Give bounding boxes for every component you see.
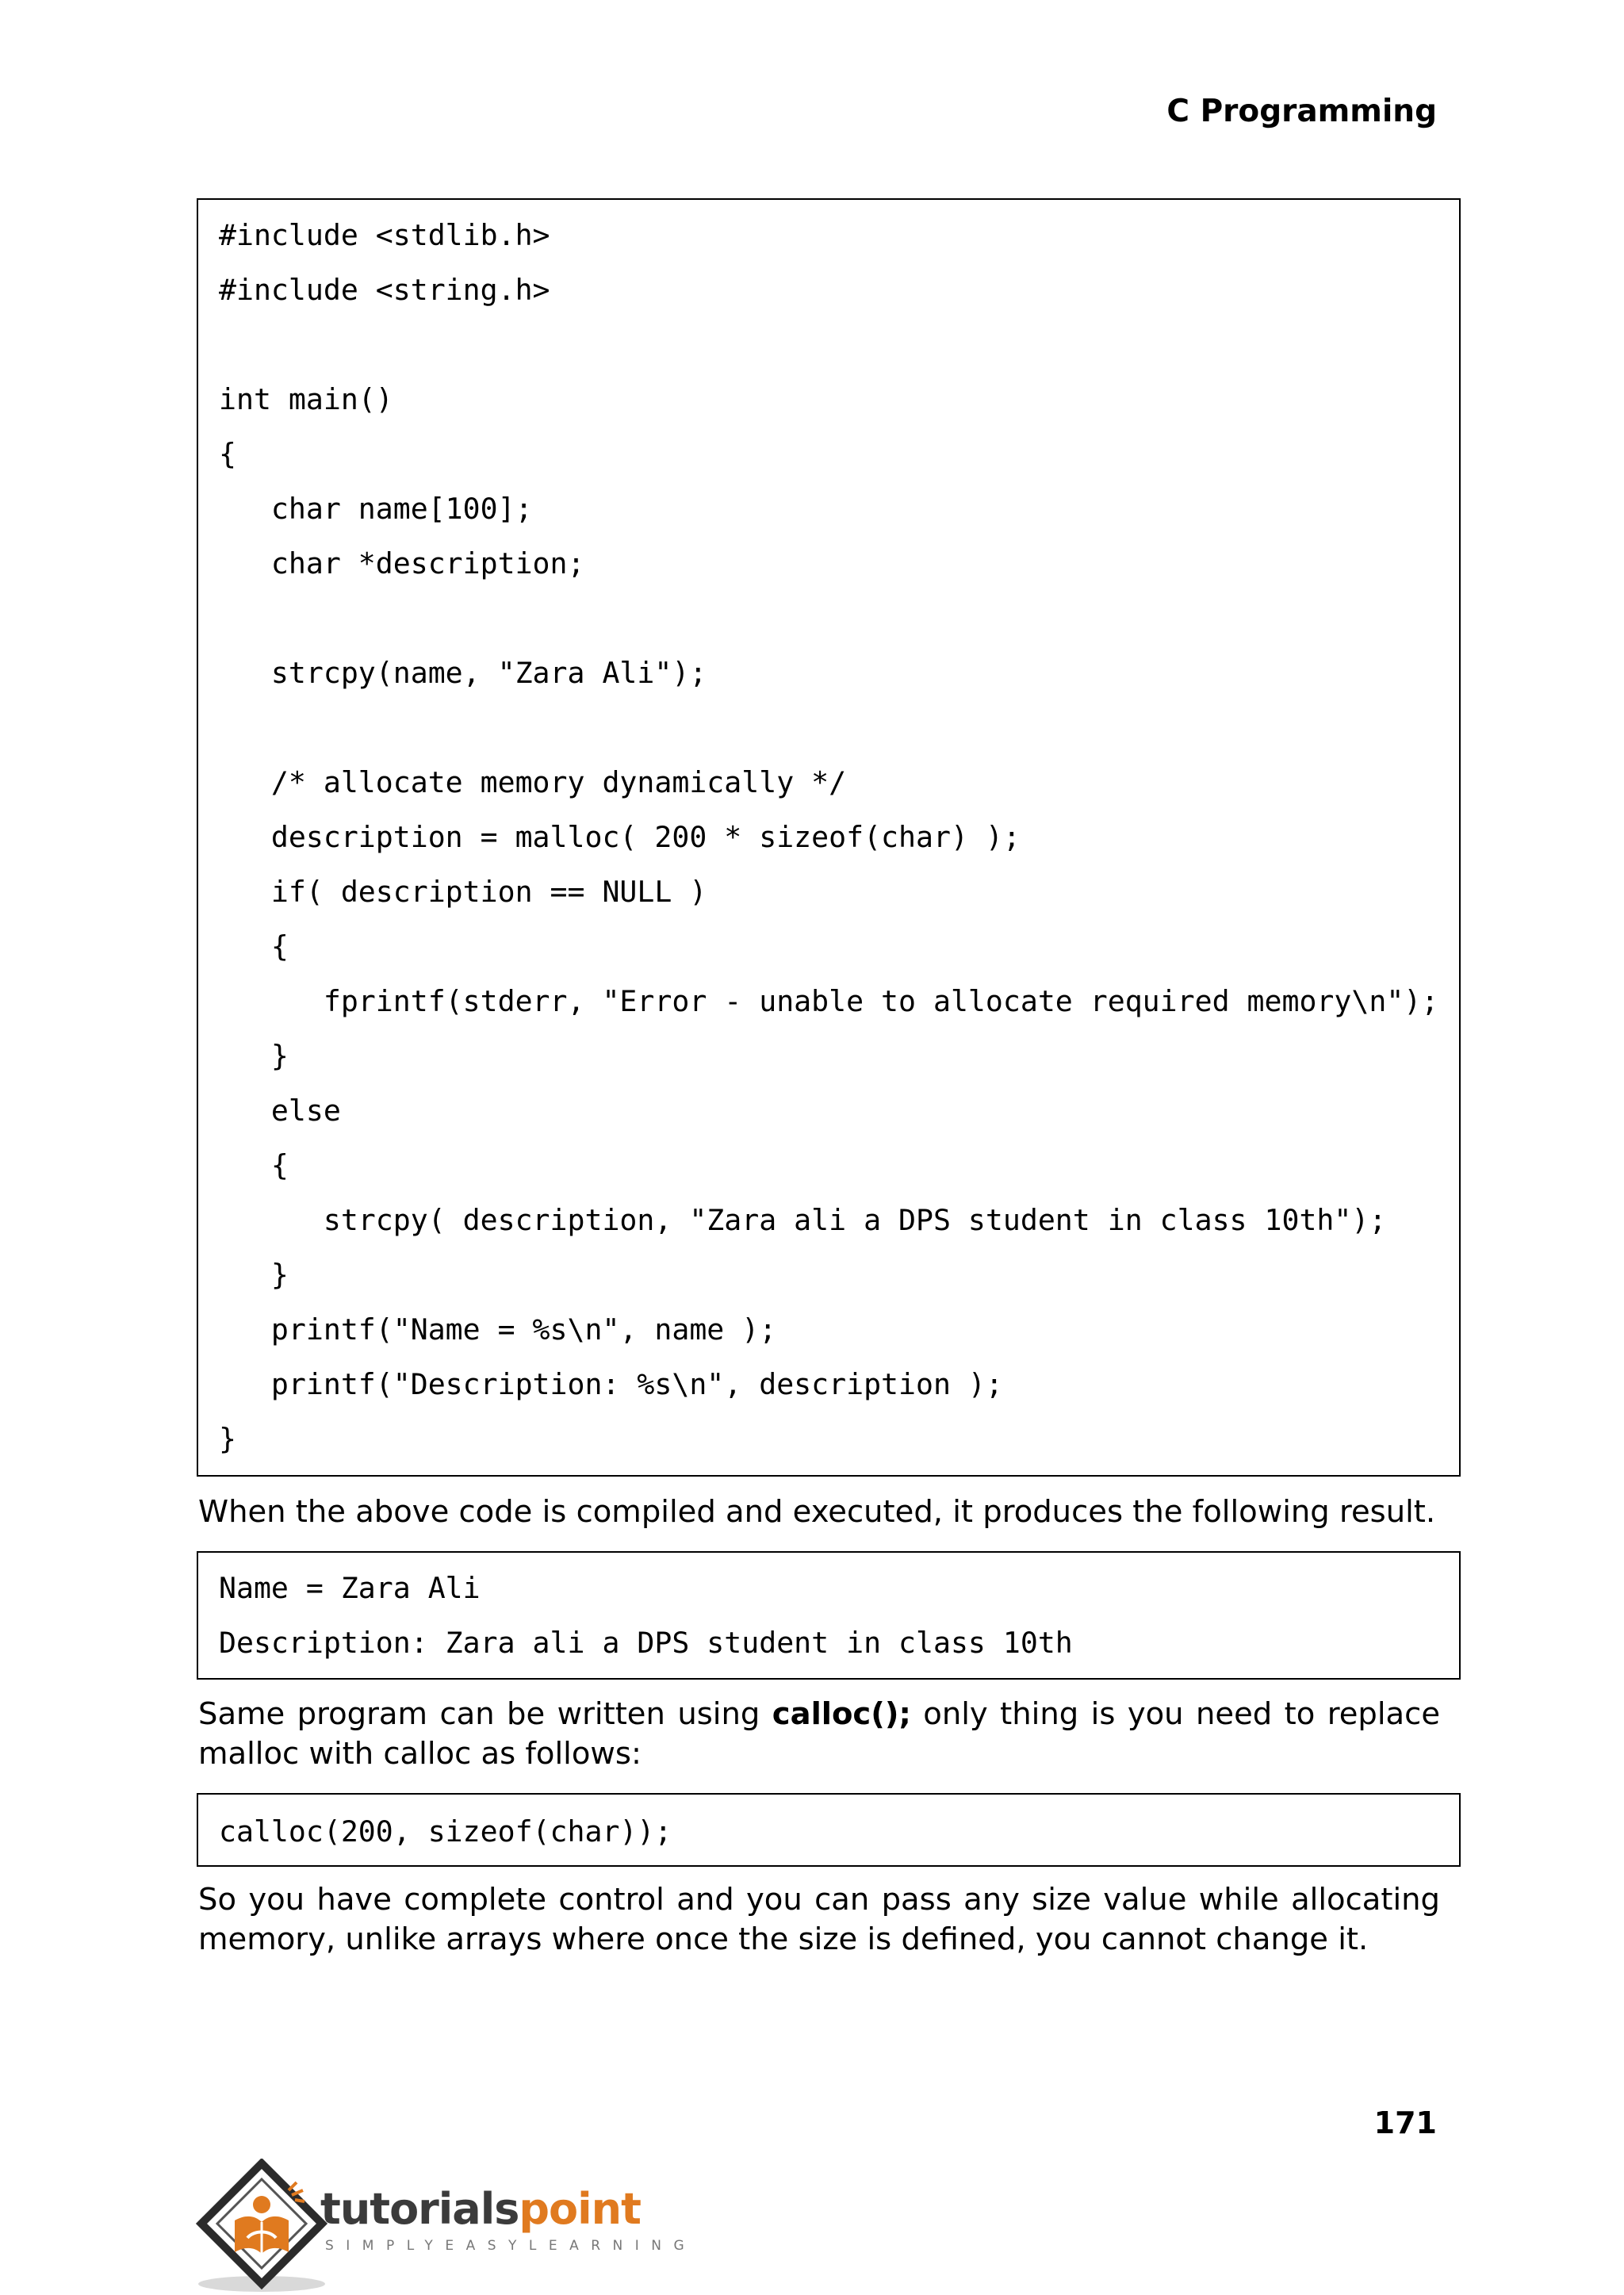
logo-wordmark-tutorials: tutorials bbox=[320, 2184, 519, 2234]
calloc-intro-text-after: only thing is you need to replace malloc with calloc as follows: bbox=[198, 1696, 1441, 1772]
logo-tagline: SIMPLYEASYLEARNING bbox=[325, 2238, 697, 2254]
code-line: int main() bbox=[219, 382, 393, 416]
code-line: } bbox=[219, 1422, 236, 1456]
code-block-output bbox=[197, 1551, 1461, 1680]
result-intro-paragraph: When the above code is compiled and executed, it produces the following result. bbox=[198, 1494, 1436, 1530]
code-line: #include <stdlib.h> bbox=[219, 218, 550, 252]
code-line bbox=[219, 317, 1459, 372]
code-line: } bbox=[219, 1039, 289, 1073]
calloc-intro-text-before: Same program can be written using bbox=[198, 1696, 772, 1732]
code-line bbox=[219, 700, 1459, 755]
logo-wordmark-point: point bbox=[519, 2184, 641, 2234]
calloc-keyword: calloc(); bbox=[772, 1696, 911, 1732]
code-line: strcpy(name, "Zara Ali"); bbox=[219, 656, 707, 690]
code-line: /* allocate memory dynamically */ bbox=[219, 765, 847, 799]
code-line: calloc(200, sizeof(char)); bbox=[219, 1814, 672, 1849]
logo-wordmark bbox=[320, 2184, 641, 2234]
output-line: Name = Zara Ali bbox=[219, 1571, 481, 1605]
code-block-main-program bbox=[197, 198, 1461, 1477]
code-line: { bbox=[219, 437, 236, 471]
code-line: printf("Name = %s\n", name ); bbox=[219, 1312, 777, 1347]
code-line: char *description; bbox=[219, 546, 585, 580]
code-line: printf("Description: %s\n", description ); bbox=[219, 1367, 1003, 1401]
code-block-calloc bbox=[197, 1793, 1461, 1867]
code-line: strcpy( description, "Zara ali a DPS student in class 10th"); bbox=[219, 1203, 1387, 1237]
code-line: { bbox=[219, 929, 289, 964]
tutorialspoint-logo bbox=[193, 2159, 697, 2295]
conclusion-paragraph: So you have complete control and you can pass any size value while allocating memory, unlike arrays where once the size is defined, you cannot change it. bbox=[198, 1882, 1440, 1957]
page-header-title: C Programming bbox=[1166, 94, 1437, 129]
code-line: #include <string.h> bbox=[219, 273, 550, 307]
code-line: char name[100]; bbox=[219, 492, 533, 526]
code-line: } bbox=[219, 1258, 289, 1292]
page-number: 171 bbox=[1373, 2105, 1437, 2140]
output-line: Description: Zara ali a DPS student in class 10th bbox=[219, 1626, 1073, 1660]
code-line: description = malloc( 200 * sizeof(char) ); bbox=[219, 820, 1021, 854]
code-line: { bbox=[219, 1148, 289, 1182]
calloc-intro-paragraph bbox=[198, 1695, 1440, 1774]
code-line: if( description == NULL ) bbox=[219, 875, 707, 909]
code-line bbox=[219, 591, 1459, 646]
logo-diamond-icon bbox=[193, 2159, 330, 2295]
code-line: fprintf(stderr, "Error - unable to allocate required memory\n"); bbox=[219, 984, 1439, 1018]
code-line: else bbox=[219, 1094, 341, 1128]
